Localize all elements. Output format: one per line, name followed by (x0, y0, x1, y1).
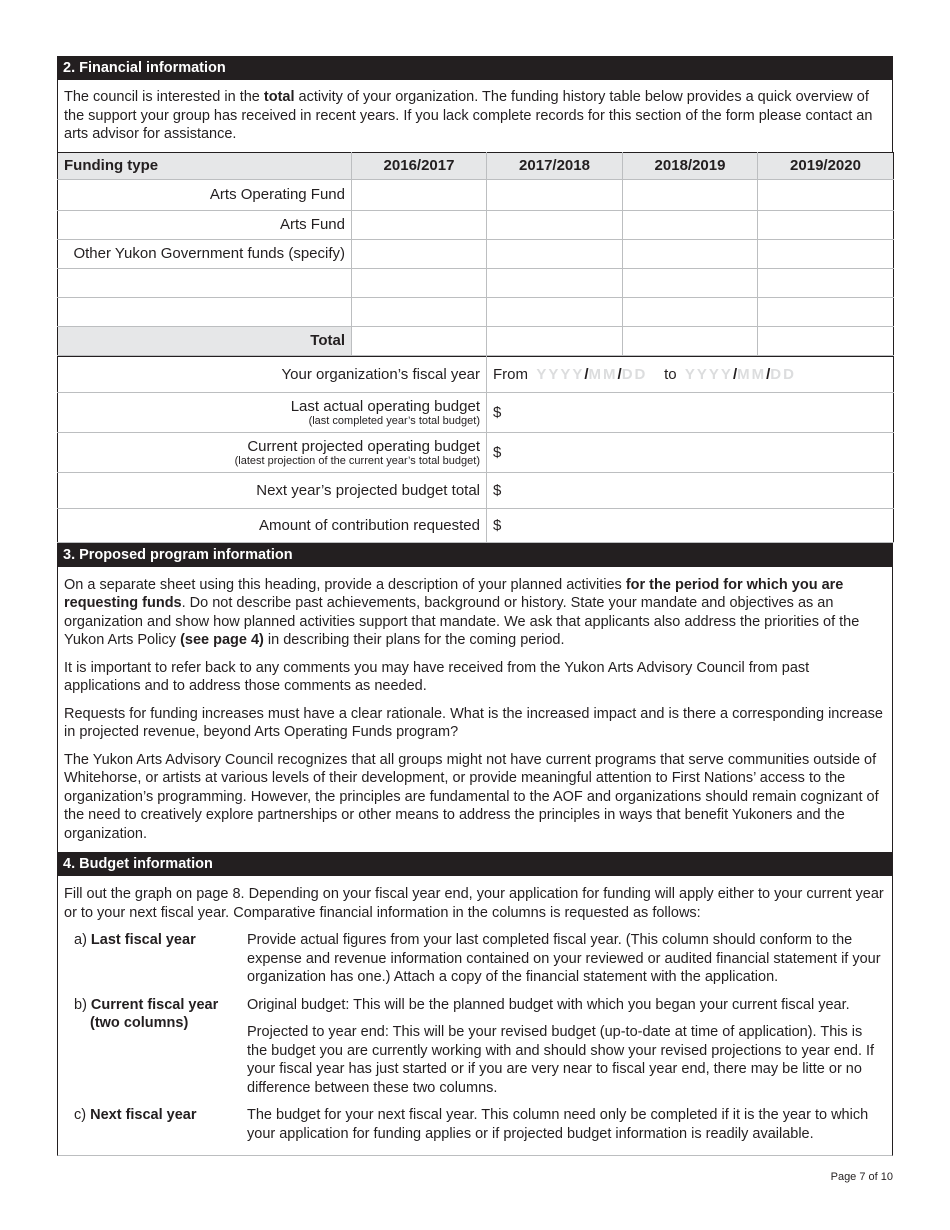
total-cell[interactable] (487, 326, 623, 355)
contribution-row (58, 508, 894, 542)
amount-cell[interactable] (623, 179, 758, 210)
amount-cell[interactable] (352, 179, 487, 210)
amount-cell[interactable] (352, 210, 487, 239)
amount-cell[interactable] (352, 268, 487, 297)
desc-current-fiscal-year: Original budget: This will be the planned budget with which you began your current fiscal year. Projected to year end: This will be your revised budget (up-to-date at time of application). This is the budget you are currently working with and should show your revised projections to year end. If your fiscal year has just started or if you are very near to fiscal year end, there may be litte or no difference between these two columns. (247, 996, 875, 1096)
amount-cell[interactable] (487, 179, 623, 210)
amount-cell[interactable] (623, 210, 758, 239)
header-year: 2016/2017 (352, 152, 487, 179)
next-budget-row (58, 472, 894, 508)
dollar-sign: $ (493, 481, 502, 499)
table-row (58, 297, 894, 326)
header-year: 2017/2018 (487, 152, 623, 179)
section-3-box (57, 567, 893, 853)
fiscal-year-label: Your organization’s fiscal year (58, 356, 487, 392)
funding-header-row (58, 152, 894, 179)
funding-history-table (57, 152, 894, 356)
desc-next-fiscal-year: The budget for your next fiscal year. This column need only be completed if it is the year to which your application for funding applies or if projected budget information is readily available. (247, 1107, 869, 1142)
month-placeholder: MM (737, 365, 767, 383)
section-2-intro: The council is interested in the total activity of your organization. The funding history table below provides a quick overview of the support your group has received in recent years. If you lack complete records for this section of the form please contact an arts advisor for assistance. (64, 89, 873, 142)
section-3-paragraph-3: Requests for funding increases must have a clear rationale. What is the increased impact and is there a corresponding increase in projected revenue, beyond Arts Operating Funds program? (64, 705, 883, 740)
total-cell[interactable] (758, 326, 894, 355)
amount-cell[interactable] (352, 297, 487, 326)
total-label: Total (58, 326, 352, 355)
dollar-sign: $ (493, 403, 502, 421)
table-row (58, 268, 894, 297)
next-budget-input[interactable] (487, 472, 894, 508)
amount-cell[interactable] (758, 210, 894, 239)
total-row (58, 326, 894, 355)
amount-cell[interactable] (758, 179, 894, 210)
amount-cell[interactable] (758, 239, 894, 268)
section-4-heading: 4. Budget information (57, 852, 893, 876)
to-label: to (664, 365, 677, 383)
page-number: Page 7 of 10 (830, 1171, 893, 1183)
table-row (58, 179, 894, 210)
contribution-input[interactable] (487, 508, 894, 542)
amount-cell[interactable] (623, 268, 758, 297)
amount-cell[interactable] (487, 210, 623, 239)
row-label-other-yukon-funds: Other Yukon Government funds (specify) (58, 239, 352, 268)
term-current-fiscal-year: b) Current fiscal year (two columns) (74, 996, 219, 1031)
desc-last-fiscal-year: Provide actual figures from your last completed fiscal year. (This column should conform to the expense and revenue information contained on your reviewed or audited financial statement if your organization has one.) Attach a copy of the financial statement with the application. (247, 932, 881, 985)
amount-cell[interactable] (758, 268, 894, 297)
form-page (57, 56, 893, 1156)
section-3-heading: 3. Proposed program information (57, 543, 893, 567)
amount-cell[interactable] (623, 239, 758, 268)
fiscal-info-table (57, 356, 894, 543)
contribution-label: Amount of contribution requested (58, 508, 487, 542)
section-4-intro: Fill out the graph on page 8. Depending on your fiscal year end, your application for funding will apply either to your current year or to your next fiscal year. Comparative financial information in the columns is requested as follows: (64, 886, 884, 921)
header-funding-type: Funding type (58, 152, 352, 179)
total-cell[interactable] (623, 326, 758, 355)
dollar-sign: $ (493, 443, 502, 461)
total-cell[interactable] (352, 326, 487, 355)
header-year: 2018/2019 (623, 152, 758, 179)
amount-cell[interactable] (623, 297, 758, 326)
section-4-box (57, 876, 893, 1156)
year-placeholder: YYYY (536, 365, 585, 383)
amount-cell[interactable] (487, 239, 623, 268)
current-budget-row (58, 432, 894, 472)
dollar-sign: $ (493, 516, 502, 534)
section-2-heading: 2. Financial information (57, 56, 893, 80)
amount-cell[interactable] (758, 297, 894, 326)
header-year: 2019/2020 (758, 152, 894, 179)
amount-cell[interactable] (487, 297, 623, 326)
amount-cell[interactable] (487, 268, 623, 297)
section-3-paragraph-1: On a separate sheet using this heading, provide a description of your planned activities for the period for which you are requesting funds. Do not describe past achievements, background or history. State your mandate and objectives as an organization and show how planned activities support that mandate. We ask that applicants also address the priorities of the Yukon Arts Policy (see page 4) in describing their plans for the coming period. (64, 576, 860, 648)
other-fund-input[interactable] (58, 268, 352, 297)
month-placeholder: MM (588, 365, 618, 383)
last-budget-label: Last actual operating budget (last completed year’s total budget) (58, 392, 487, 432)
last-budget-row (58, 392, 894, 432)
year-placeholder: YYYY (684, 365, 733, 383)
day-placeholder: DD (770, 365, 796, 383)
fiscal-year-dates[interactable]: From YYYY/MM/DD to YYYY/MM/DD (487, 356, 894, 392)
term-last-fiscal-year: a) Last fiscal year (74, 932, 196, 948)
row-label-arts-fund: Arts Fund (58, 210, 352, 239)
section-3-paragraph-4: The Yukon Arts Advisory Council recognizes that all groups might not have current programs that serve communities outside of Whitehorse, or artists at various levels of their development, or provide meaningful attention to First Nations’ access to the organization’s programming. However, the principles are fundamental to the AOF and organizations should remain cognizant of the need to creatively explore partnerships or other means to address the principles in ways that benefit Yukoners and the organization. (64, 751, 879, 842)
budget-definitions (58, 931, 892, 1152)
current-budget-input[interactable] (487, 432, 894, 472)
table-row (58, 239, 894, 268)
section-3-paragraph-2: It is important to refer back to any comments you may have received from the Yukon Arts Advisory Council from past applications and to address those comments as needed. (64, 659, 810, 694)
term-next-fiscal-year: c) Next fiscal year (74, 1107, 197, 1123)
day-placeholder: DD (621, 365, 648, 383)
next-budget-label: Next year’s projected budget total (58, 472, 487, 508)
from-label: From (493, 365, 528, 383)
section-2-intro-box (57, 80, 893, 152)
table-row (58, 210, 894, 239)
other-fund-input[interactable] (58, 297, 352, 326)
row-label-arts-operating-fund: Arts Operating Fund (58, 179, 352, 210)
current-budget-label: Current projected operating budget (latest projection of the current year’s total budget) (58, 432, 487, 472)
fiscal-year-row (58, 356, 894, 392)
last-budget-input[interactable] (487, 392, 894, 432)
amount-cell[interactable] (352, 239, 487, 268)
